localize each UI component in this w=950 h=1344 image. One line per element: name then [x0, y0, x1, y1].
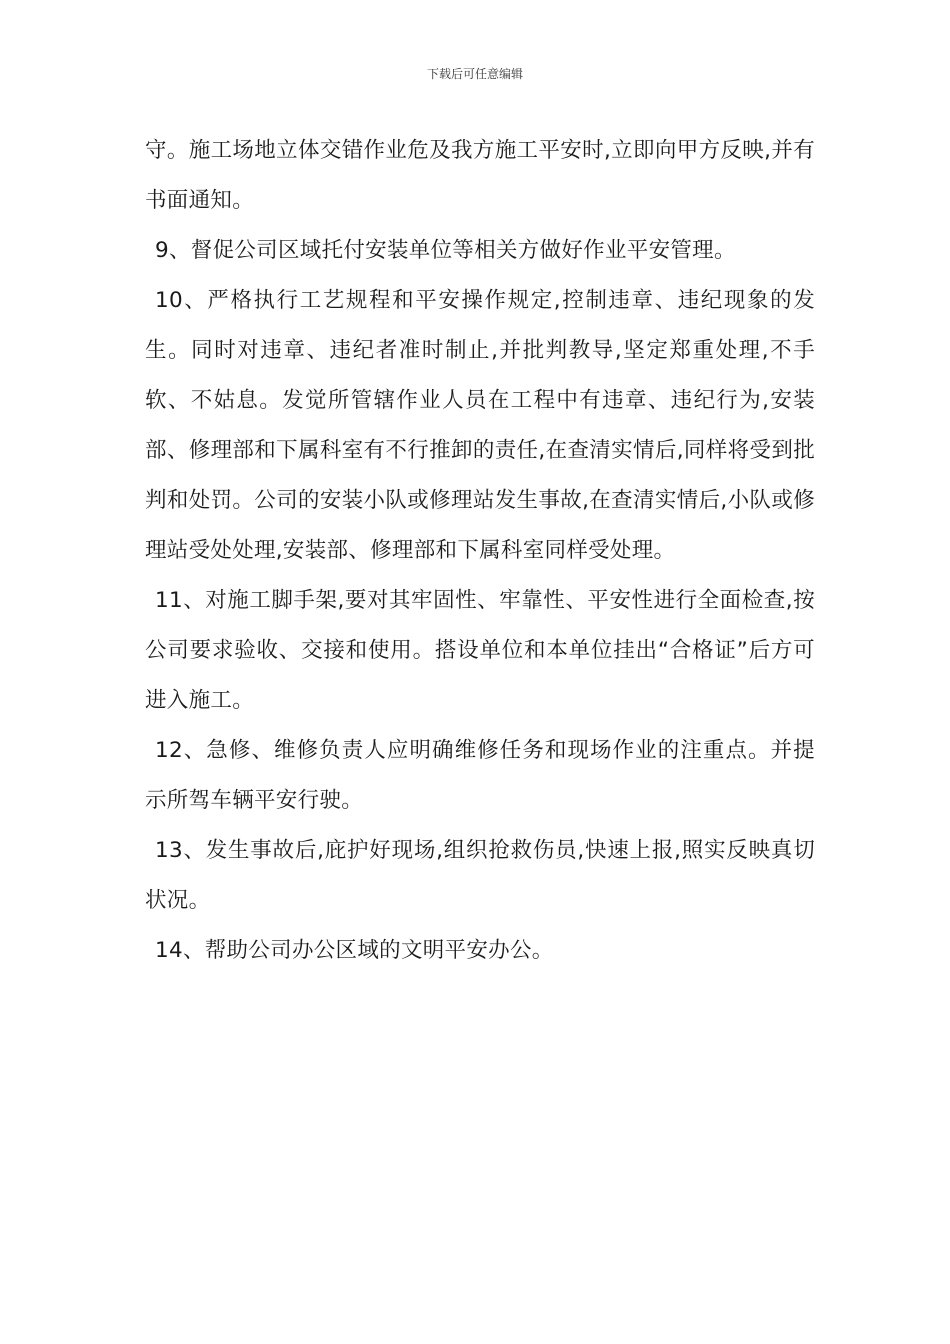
- paragraph-item-12: 12、急修、维修负责人应明确维修任务和现场作业的注重点。并提示所驾车辆平安行驶。: [145, 738, 815, 813]
- paragraph-item-10: 10、严格执行工艺规程和平安操作规定,控制违章、违纪现象的发生。同时对违章、违纪者准时制止,并批判教导,坚定郑重处理,不手软、不姑息。发觉所管辖作业人员在工程中有违章、违纪行为,安装部、修理部和下属科室有不行推卸的责任,在查清实情后,同样将受到批判和处罚。公司的安装小队或修理站发生事故,在查清实情后,小队或修理站受处处理,安装部、修理部和下属科室同样受处理。: [145, 288, 815, 563]
- page-header: 下载后可任意编辑: [426, 67, 523, 81]
- paragraph-continuation: 守。施工场地立体交错作业危及我方施工平安时,立即向甲方反映,并有书面通知。: [145, 138, 815, 213]
- paragraph-item-14: 14、帮助公司办公区域的文明平安办公。: [155, 938, 554, 963]
- paragraph-item-11: 11、对施工脚手架,要对其牢固性、牢靠性、平安性进行全面检查,按公司要求验收、交接和使用。搭设单位和本单位挂出“合格证”后方可进入施工。: [145, 588, 815, 713]
- document-body: [145, 126, 815, 976]
- paragraph-item-13: 13、发生事故后,庇护好现场,组织抢救伤员,快速上报,照实反映真切状况。: [145, 838, 815, 913]
- paragraph-item-9: 9、督促公司区域托付安装单位等相关方做好作业平安管理。: [155, 238, 736, 263]
